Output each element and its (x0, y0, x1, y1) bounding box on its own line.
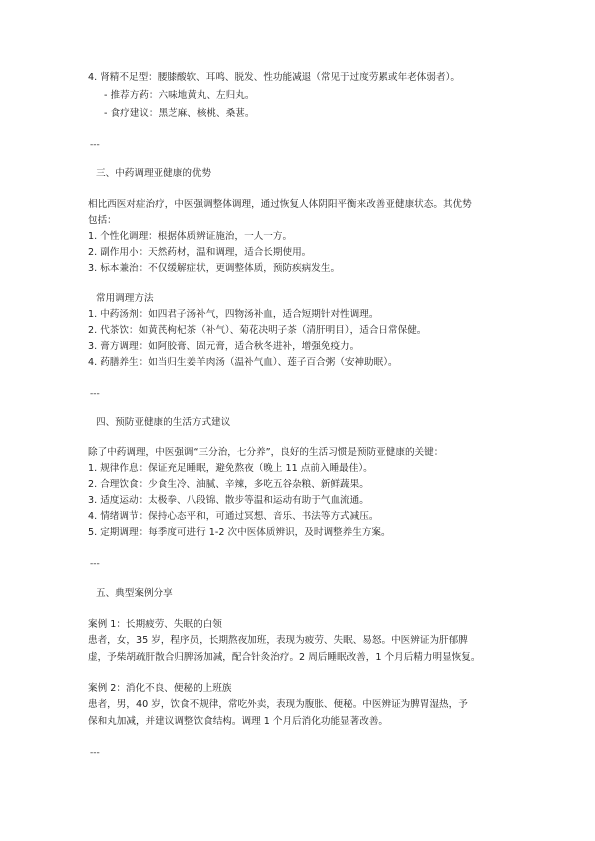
section-3-intro: 相比西医对症治疗，中医强调整体调理，通过恢复人体阴阳平衡来改善亚健康状态。其优势 (88, 199, 472, 210)
case-1-body-cont: 虚，予柴胡疏肝散合归脾汤加减，配合针灸治疗。2 周后睡眠改善，1 个月后精力明显恢复。 (88, 652, 481, 663)
methods-heading: 常用调理方法 (96, 293, 154, 304)
section-separator: --- (90, 140, 100, 150)
lifestyle-item: 2. 合理饮食：少食生冷、油腻、辛辣，多吃五谷杂粮、新鲜蔬果。 (88, 479, 369, 490)
section-separator: --- (90, 748, 100, 758)
section-3-heading: 三、中药调理亚健康的优势 (96, 168, 212, 179)
section-4-intro: 除了中药调理，中医强调“三分治，七分养”，良好的生活习惯是预防亚健康的关键： (88, 447, 444, 458)
method-item: 1. 中药汤剂：如四君子汤补气，四物汤补血，适合短期针对性调理。 (88, 309, 379, 320)
case-1-body: 患者，女，35 岁，程序员，长期熬夜加班，表现为疲劳、失眠、易怒。中医辨证为肝郁脾 (88, 635, 468, 646)
lifestyle-item: 3. 适度运动：太极拳、八段锦、散步等温和运动有助于气血流通。 (88, 495, 369, 506)
type4-kidney-essence: 4. 肾精不足型：腰膝酸软、耳鸣、脱发、性功能减退（常见于过度劳累或年老体弱者）。 (88, 72, 460, 83)
diet-suggestion: - 食疗建议：黑芝麻、核桃、桑葚。 (104, 108, 255, 119)
advantage-item: 2. 副作用小：天然药材，温和调理，适合长期使用。 (88, 247, 312, 258)
case-1-title: 案例 1：长期疲劳、失眠的白领 (88, 619, 222, 630)
lifestyle-item: 1. 规律作息：保证充足睡眠，避免熬夜（晚上 11 点前入睡最佳）。 (88, 463, 373, 474)
section-4-heading: 四、预防亚健康的生活方式建议 (96, 417, 231, 428)
case-2-body: 患者，男，40 岁，饮食不规律，常吃外卖，表现为腹胀、便秘。中医辨证为脾胃湿热，予 (88, 699, 468, 710)
recommended-recipe: - 推荐方药：六味地黄丸、左归丸。 (104, 90, 255, 101)
case-2-body-cont: 保和丸加减，并建议调整饮食结构。调理 1 个月后消化功能显著改善。 (88, 716, 389, 727)
method-item: 3. 膏方调理：如阿胶膏、固元膏，适合秋冬进补，增强免疫力。 (88, 341, 360, 352)
section-5-heading: 五、典型案例分享 (96, 588, 173, 599)
method-item: 4. 药膳养生：如当归生姜羊肉汤（温补气血）、莲子百合粥（安神助眠）。 (88, 357, 398, 368)
lifestyle-item: 4. 情绪调节：保持心态平和，可通过冥想、音乐、书法等方式减压。 (88, 511, 379, 522)
section-separator: --- (90, 559, 100, 569)
method-item: 2. 代茶饮：如黄芪枸杞茶（补气）、菊花决明子茶（清肝明目），适合日常保健。 (88, 325, 427, 336)
section-separator: --- (90, 389, 100, 399)
lifestyle-item: 5. 定期调理：每季度可进行 1-2 次中医体质辨识，及时调整养生方案。 (88, 527, 391, 538)
case-2-title: 案例 2：消化不良、便秘的上班族 (88, 683, 232, 694)
section-3-intro-cont: 包括： (88, 215, 117, 226)
advantage-item: 1. 个性化调理：根据体质辨证施治，一人一方。 (88, 231, 293, 242)
advantage-item: 3. 标本兼治：不仅缓解症状，更调整体质，预防疾病发生。 (88, 263, 341, 274)
